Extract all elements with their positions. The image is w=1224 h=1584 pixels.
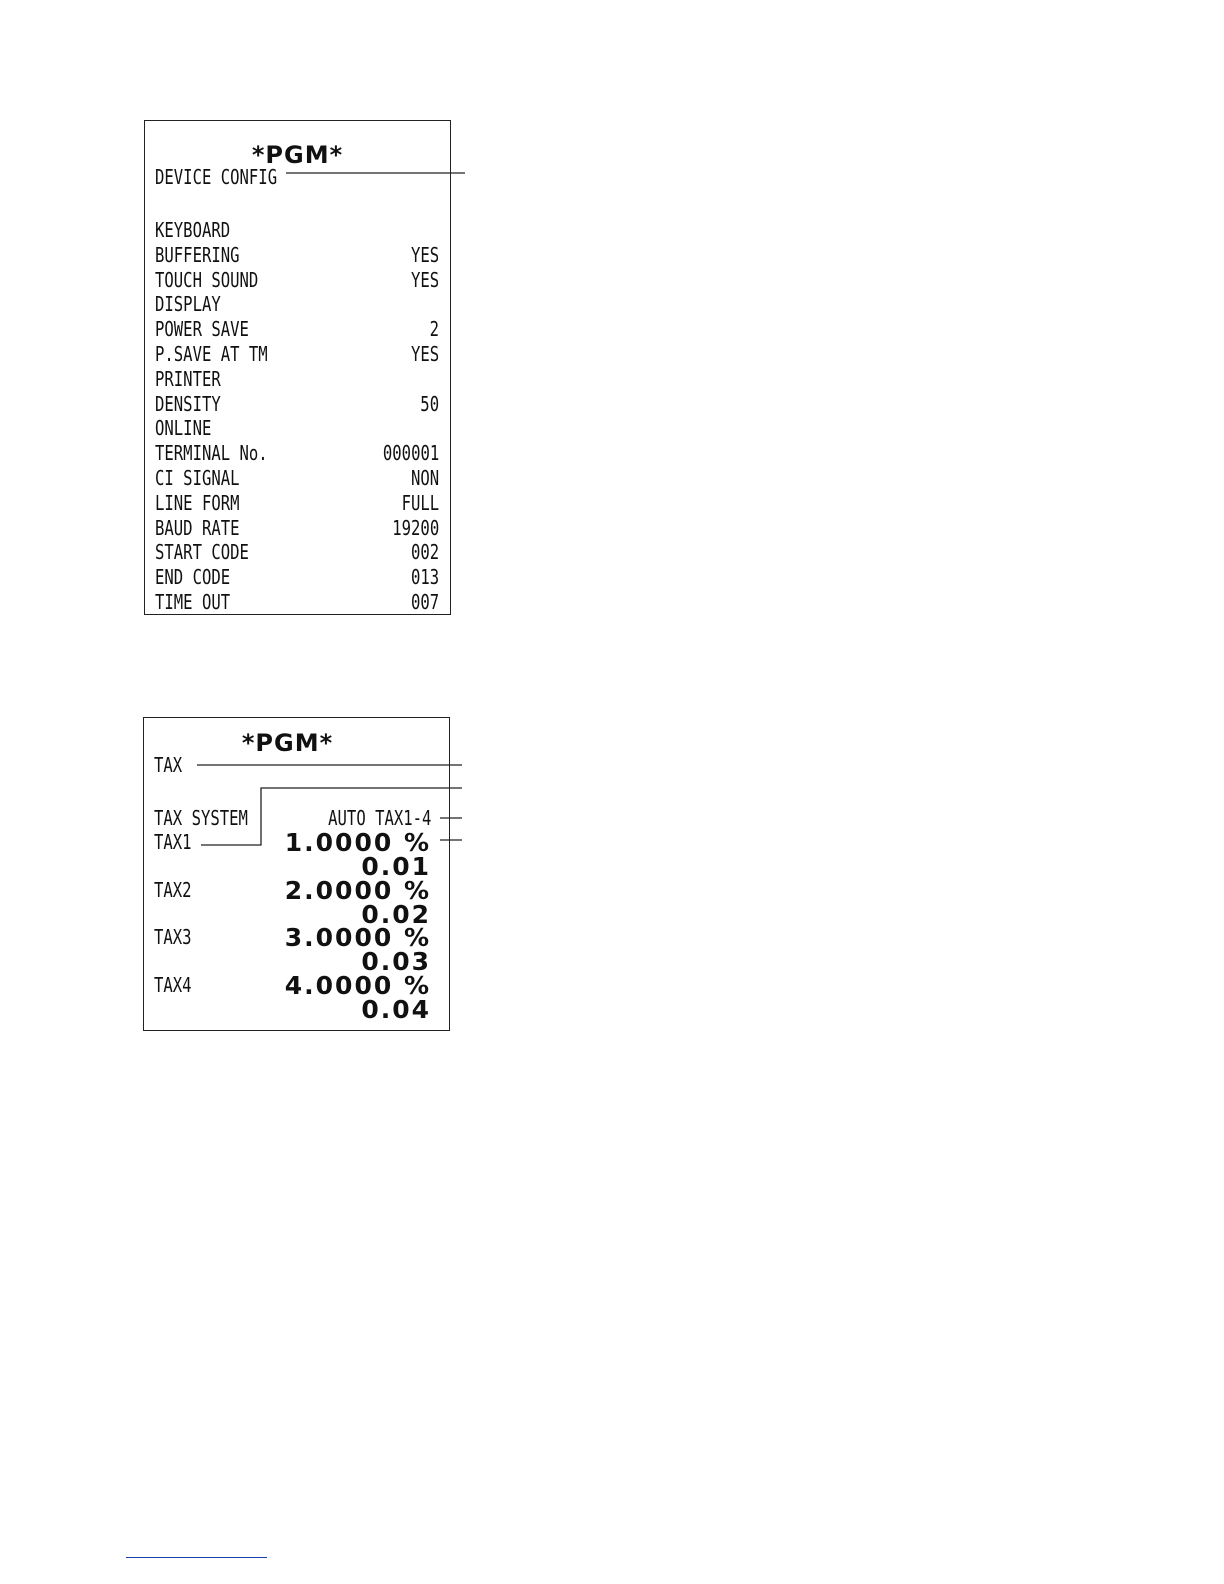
tax-receipt: [143, 717, 450, 1031]
config-row-value: 013: [410, 565, 439, 590]
tax-amount: 0.01: [361, 852, 431, 881]
config-row: [155, 441, 439, 465]
tax-entry-label: TAX3: [154, 925, 192, 949]
config-row-value: YES: [410, 242, 439, 267]
receipt-header: *PGM*: [251, 141, 344, 169]
config-row-label: TIME OUT: [155, 590, 231, 614]
tax-amount: 0.02: [361, 899, 431, 929]
tax-system-row: [154, 806, 431, 830]
config-row: [155, 292, 439, 316]
config-row-value: 007: [410, 590, 439, 614]
tax-rate: 3.0000 %: [284, 923, 431, 952]
config-row: [155, 565, 439, 589]
config-row-label: KEYBOARD: [155, 218, 231, 242]
tax-amount: 0.03: [361, 947, 431, 976]
tax-entry-label: TAX1: [154, 830, 192, 854]
tax-rate: 2.0000 %: [284, 875, 431, 905]
config-row-value: YES: [410, 342, 439, 366]
config-row-label: DENSITY: [155, 391, 221, 416]
config-row-label: BUFFERING: [155, 242, 240, 267]
config-row: [155, 317, 439, 341]
device-config-receipt: [144, 120, 451, 615]
config-row-value: 50: [420, 391, 439, 416]
config-row-value: 19200: [392, 515, 439, 540]
config-row: [155, 218, 439, 242]
tax-rate: 1.0000 %: [284, 828, 431, 857]
footnote-rule: [126, 1557, 267, 1558]
config-row: [155, 590, 439, 614]
config-row-value: 002: [410, 540, 439, 565]
device-config-title: DEVICE CONFIG: [155, 165, 278, 189]
tax-system-label: TAX SYSTEM: [154, 806, 248, 830]
config-row-label: END CODE: [155, 565, 231, 590]
tax-entry-label: TAX2: [154, 877, 192, 902]
config-row: [155, 268, 439, 292]
tax-rate: 4.0000 %: [284, 970, 431, 1000]
config-row-value: YES: [410, 267, 439, 292]
config-row-value: 2: [429, 317, 439, 342]
config-row-label: POWER SAVE: [155, 317, 249, 342]
config-row-label: START CODE: [155, 540, 249, 565]
config-row-label: PRINTER: [155, 366, 221, 391]
config-row: [155, 540, 439, 564]
config-row-label: ONLINE: [155, 416, 212, 441]
config-row: [155, 416, 439, 440]
config-row: [155, 491, 439, 515]
config-row-value: 000001: [382, 441, 439, 466]
config-row-label: TOUCH SOUND: [155, 267, 259, 292]
config-row: [155, 367, 439, 391]
receipt-title: [155, 165, 439, 189]
config-row-label: CI SIGNAL: [155, 466, 240, 490]
config-row-value: NON: [410, 466, 439, 490]
tax-entry-label: TAX4: [154, 972, 192, 997]
tax-title: TAX: [154, 753, 183, 777]
tax-system-value: AUTO TAX1-4: [327, 806, 431, 830]
config-row-label: P.SAVE AT TM: [155, 342, 268, 366]
config-row-label: DISPLAY: [155, 292, 221, 317]
config-row-label: LINE FORM: [155, 490, 240, 515]
receipt-title: [154, 753, 438, 777]
config-row: [155, 342, 439, 366]
receipt-header: *PGM*: [241, 729, 334, 757]
config-row-label: BAUD RATE: [155, 515, 240, 540]
config-row: [155, 392, 439, 416]
config-row: [155, 516, 439, 540]
config-row-value: FULL: [401, 490, 439, 515]
config-row: [155, 243, 439, 267]
config-row: [155, 466, 439, 490]
config-row-label: TERMINAL No.: [155, 441, 268, 466]
tax-amount: 0.04: [361, 994, 431, 1024]
